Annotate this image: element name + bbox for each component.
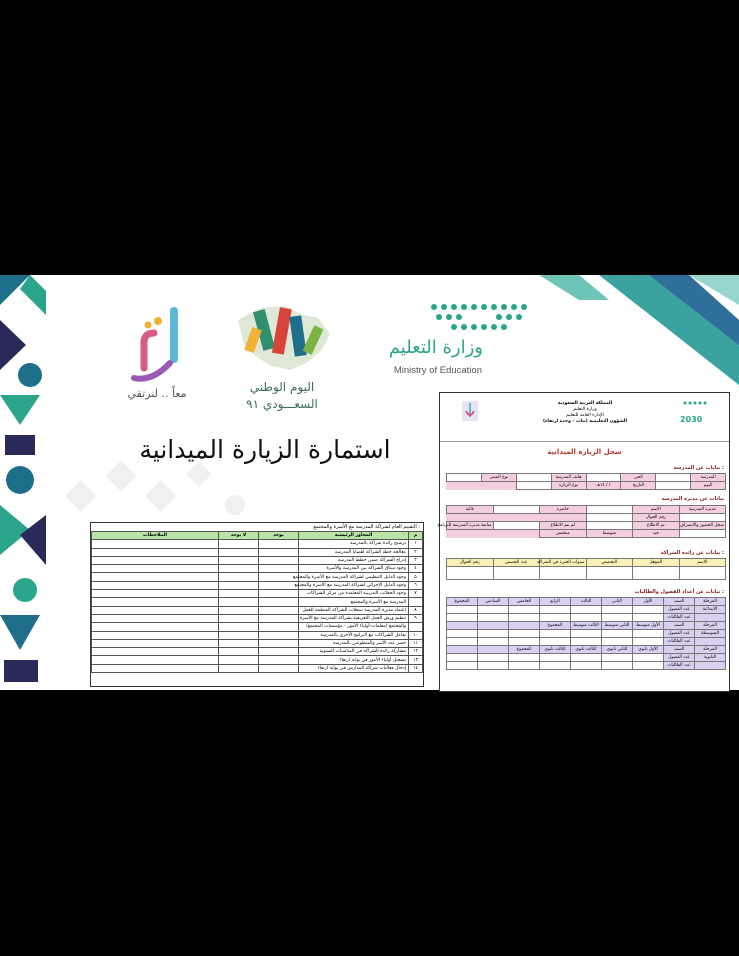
exists-cell[interactable]: [259, 664, 299, 672]
count-input-cell[interactable]: [540, 662, 571, 670]
notes-cell[interactable]: [92, 556, 219, 564]
classes-section-title: بيانات عن أعداد الفصول والطالبات :: [634, 589, 724, 595]
count-input-cell[interactable]: [509, 614, 540, 622]
form-row: [447, 559, 726, 567]
count-input-cell[interactable]: [602, 630, 633, 638]
form-label-cell: الاسم: [633, 506, 680, 514]
form-label-cell: مديرة المدرسة: [679, 506, 726, 514]
leader-info-table: [446, 558, 726, 580]
grade-column-label: الصف: [664, 622, 695, 630]
row-number: ١٠: [409, 631, 423, 639]
count-label: عدد الطالبات: [664, 638, 695, 646]
exists-cell[interactable]: [259, 590, 299, 598]
count-input-cell[interactable]: [478, 630, 509, 638]
notes-cell[interactable]: [92, 639, 219, 647]
principal-section-title: بيانات عن مديرة المدرسة: [661, 496, 724, 502]
notes-cell[interactable]: [92, 606, 219, 614]
row-axis-text: وجود الدليل التنظيمي لشراكة المدرسة مع الأسرة والمجتمع: [299, 573, 409, 581]
count-label: عدد الطالبات: [664, 614, 695, 622]
count-input-cell[interactable]: [509, 662, 540, 670]
exists-cell[interactable]: [259, 581, 299, 589]
grade-label: الرابع: [540, 598, 571, 606]
not-exists-cell[interactable]: [219, 614, 259, 622]
count-input-cell[interactable]: [447, 638, 478, 646]
evaluation-row: [92, 656, 423, 664]
stage-name-spacer: [695, 614, 726, 622]
slide-panel: [0, 275, 739, 690]
row-number: ٦: [409, 581, 423, 589]
document-header-text: [530, 401, 640, 425]
not-exists-cell[interactable]: [219, 639, 259, 647]
form-label-cell: الاسم: [679, 559, 726, 567]
form-input-cell[interactable]: [656, 474, 691, 482]
notes-cell[interactable]: [92, 631, 219, 639]
notes-cell[interactable]: [92, 540, 219, 548]
notes-cell[interactable]: [92, 565, 219, 573]
row-axis-text: إدخال فعاليات شراكة المدارس في بوابة ارتقاء: [299, 664, 409, 672]
form-row: [447, 506, 726, 514]
form-row: [447, 522, 726, 530]
evaluation-form-document: [90, 522, 424, 687]
form-input-cell[interactable]: [516, 482, 551, 490]
count-row: [447, 614, 726, 622]
grade-column-label: الصف: [664, 598, 695, 606]
exists-cell[interactable]: [259, 606, 299, 614]
notes-cell[interactable]: [92, 590, 219, 598]
count-input-cell[interactable]: [571, 614, 602, 622]
grade-label: الثالث ثانوي: [571, 646, 602, 654]
school-info-table: [446, 473, 726, 490]
count-input-cell[interactable]: [447, 662, 478, 670]
stage-header-row: [447, 598, 726, 606]
form-input-cell[interactable]: [540, 567, 587, 580]
evaluation-row: [92, 548, 423, 556]
grade-label: السادس: [478, 598, 509, 606]
stage-header-row: [447, 646, 726, 654]
count-input-cell[interactable]: [509, 654, 540, 662]
notes-cell[interactable]: [92, 664, 219, 672]
grade-label: الأول ثانوي: [633, 646, 664, 654]
evaluation-row: [92, 581, 423, 589]
national-day-line1: اليوم الوطني: [249, 380, 315, 394]
evaluation-row: [92, 648, 423, 656]
count-row: [447, 654, 726, 662]
count-input-cell[interactable]: [509, 638, 540, 646]
evaluation-row: [92, 664, 423, 672]
count-label: عدد الفصول: [664, 630, 695, 638]
not-exists-cell[interactable]: [219, 631, 259, 639]
form-input-cell[interactable]: [633, 567, 680, 580]
form-input-cell[interactable]: [586, 522, 633, 530]
form-input-cell[interactable]: [586, 506, 633, 514]
count-input-cell[interactable]: [478, 606, 509, 614]
form-input-cell[interactable]: [493, 567, 540, 580]
row-number: ١٤: [409, 664, 423, 672]
stage-name: الثانوية: [695, 654, 726, 662]
evaluation-row: [92, 606, 423, 614]
form-label-cell: التاريخ: [621, 482, 656, 490]
row-number: ٧: [409, 590, 423, 598]
count-input-cell[interactable]: [571, 654, 602, 662]
form-label-cell: نوع المبنى: [481, 474, 516, 482]
exists-cell[interactable]: [259, 614, 299, 622]
not-exists-cell[interactable]: [219, 548, 259, 556]
count-input-cell[interactable]: [633, 606, 664, 614]
exists-cell[interactable]: [259, 639, 299, 647]
evaluation-row: [92, 639, 423, 647]
count-input-cell[interactable]: [602, 654, 633, 662]
row-axis-text: وجود الدليل الإجرائي لشراكة المدرسة مع الأسرة والمجتمع: [299, 581, 409, 589]
form-label-cell: المدرسة: [691, 474, 726, 482]
form-row: [447, 514, 726, 522]
row-number: ٤: [409, 565, 423, 573]
notes-cell[interactable]: [92, 648, 219, 656]
row-number: ١٢: [409, 648, 423, 656]
form-input-cell[interactable]: [679, 514, 726, 522]
form-input-cell[interactable]: [447, 474, 482, 482]
evaluation-header-row: [92, 532, 423, 540]
row-axis-text: اعتماد مديرة المدرسة سجلات الشراكة المنظمة للعمل: [299, 606, 409, 614]
form-input-cell[interactable]: [447, 567, 494, 580]
notes-cell[interactable]: [92, 573, 219, 581]
count-input-cell[interactable]: [540, 638, 571, 646]
count-input-cell[interactable]: [602, 662, 633, 670]
row-axis-text: والمجتمع (معلمات-أولياء الأمور - مؤسسات المجتمع): [299, 623, 409, 631]
irtiqa-logo-icon: [124, 303, 192, 388]
row-axis-text: تنظيم ورش العمل التعريفية بشراكة المدرسة مع الأسرة: [299, 614, 409, 622]
national-day-logo-icon: [230, 300, 334, 375]
count-input-cell[interactable]: [633, 630, 664, 638]
not-exists-cell[interactable]: [219, 590, 259, 598]
row-number: ١٣: [409, 656, 423, 664]
count-label: عدد الطالبات: [664, 662, 695, 670]
notes-cell[interactable]: [92, 548, 219, 556]
count-row: [447, 662, 726, 670]
grade-label: المجموع: [540, 622, 571, 630]
count-input-cell[interactable]: [571, 606, 602, 614]
row-axis-text: وجود الحقائب التدريبية المعتمدة من مركز الشراكات: [299, 590, 409, 598]
count-label: عدد الفصول: [664, 606, 695, 614]
count-input-cell[interactable]: [633, 638, 664, 646]
evaluation-row: [92, 623, 423, 631]
row-number: ١١: [409, 639, 423, 647]
count-row: [447, 606, 726, 614]
count-input-cell[interactable]: [540, 630, 571, 638]
exists-cell[interactable]: [259, 565, 299, 573]
form-label-cell: اليوم: [691, 482, 726, 490]
grade-label: الأول متوسط: [633, 622, 664, 630]
col-not-exists-header: لا يوجد: [219, 532, 259, 540]
form-input-cell[interactable]: [586, 514, 633, 522]
row-number: ١: [409, 540, 423, 548]
evaluation-row: [92, 565, 423, 573]
row-axis-text: معالجة خطة الشراكة لقضايا المدرسة: [299, 548, 409, 556]
grade-label: الثاني ثانوي: [602, 646, 633, 654]
vision-2030-badge: 2030: [680, 415, 703, 424]
col-number-header: م: [409, 532, 423, 540]
count-row: [447, 630, 726, 638]
form-input-cell[interactable]: [679, 567, 726, 580]
col-notes-header: الملاحظات: [92, 532, 219, 540]
form-label-cell: رقم الجوال: [447, 559, 494, 567]
grade-label: المجموع: [509, 646, 540, 654]
grade-column-label: الصف: [664, 646, 695, 654]
count-input-cell[interactable]: [447, 654, 478, 662]
count-input-cell[interactable]: [509, 606, 540, 614]
leader-values-row: [447, 567, 726, 580]
row-axis-text: مشاركة رائدة الشراكة في المناسبات السنوية: [299, 648, 409, 656]
row-number: ٨: [409, 606, 423, 614]
not-exists-cell[interactable]: [219, 648, 259, 656]
form-label-cell: رقم الجوال: [633, 514, 680, 522]
form-label-cell: حاضرة: [540, 506, 587, 514]
form-label-cell: متابعة مديرة المدرسة للبرنامج: [437, 523, 492, 528]
header-line: الشؤون التعليمية (بنات - وحدة ارتقاء): [542, 419, 628, 424]
header-line: وزارة التعليم: [573, 407, 597, 412]
count-label: عدد الفصول: [664, 654, 695, 662]
row-number: [409, 598, 423, 606]
grade-label: الثالث: [571, 598, 602, 606]
not-exists-cell[interactable]: [219, 664, 259, 672]
divider: [440, 441, 729, 442]
row-axis-text: تسجيل أولياء الأمور في بوابة ارتقاء: [299, 656, 409, 664]
form-input-cell[interactable]: [516, 474, 551, 482]
row-axis-text: ترشيح رائدة شراكة بالمدرسة: [299, 540, 409, 548]
form-label-cell: لم يتم الاطلاع: [540, 522, 587, 530]
row-axis-text: إدراج الشراكة ضمن خطط المدرسة: [299, 556, 409, 564]
not-exists-cell[interactable]: [219, 623, 259, 631]
form-input-cell[interactable]: [493, 506, 540, 514]
count-input-cell[interactable]: [602, 638, 633, 646]
national-day-line2: السعـــودي ٩١: [246, 397, 318, 411]
count-input-cell[interactable]: [571, 662, 602, 670]
form-label-cell: تم الاطلاع: [633, 522, 680, 530]
row-axis-text: المدرسة مع الأسرة والمجتمع: [299, 598, 409, 606]
not-exists-cell[interactable]: [219, 573, 259, 581]
not-exists-cell[interactable]: [219, 581, 259, 589]
not-exists-cell[interactable]: [219, 540, 259, 548]
form-row: [447, 530, 726, 538]
stage-column-label: المرحلة: [695, 598, 726, 606]
notes-cell[interactable]: [92, 581, 219, 589]
notes-cell[interactable]: [92, 598, 219, 606]
irtiqa-tagline: معاً .. لنرتقي: [127, 387, 187, 400]
form-input-cell[interactable]: [586, 567, 633, 580]
moe-logo-icon: [424, 299, 534, 339]
empty-cell: [447, 646, 478, 654]
form-row: [447, 482, 726, 490]
count-input-cell[interactable]: [540, 614, 571, 622]
form-label-cell: منخفض: [540, 530, 587, 538]
count-input-cell[interactable]: [571, 638, 602, 646]
count-input-cell[interactable]: [633, 614, 664, 622]
form-label-cell: نوع الزيارة: [551, 482, 586, 490]
page-title: استمارة الزيارة الميدانية: [139, 435, 391, 464]
leader-section-title: بيانات عن رائدة الشراكة :: [660, 550, 724, 556]
exists-cell[interactable]: [259, 598, 299, 606]
evaluation-row: [92, 540, 423, 548]
count-row: [447, 638, 726, 646]
count-input-cell[interactable]: [447, 614, 478, 622]
row-number: ٩: [409, 614, 423, 622]
exists-cell[interactable]: [259, 556, 299, 564]
classes-table: [446, 597, 726, 670]
count-input-cell[interactable]: [478, 662, 509, 670]
header-line: الإدارة العامة للتعليم: [566, 413, 604, 418]
form-label-cell: المؤهل: [633, 559, 680, 567]
not-exists-cell[interactable]: [219, 565, 259, 573]
corner-decoration: [539, 275, 739, 395]
count-input-cell[interactable]: [447, 630, 478, 638]
row-axis-text: تفاعل الشراكات مع البرامج الأخرى بالمدرسة: [299, 631, 409, 639]
principal-info-table: [437, 505, 726, 538]
count-input-cell[interactable]: [602, 606, 633, 614]
grade-label: المجموع: [447, 598, 478, 606]
grade-label: الثاني: [602, 598, 633, 606]
stage-column-label: المرحلة: [695, 646, 726, 654]
evaluation-row: [92, 556, 423, 564]
visit-record-document: [439, 392, 730, 692]
count-input-cell[interactable]: [478, 654, 509, 662]
exists-cell[interactable]: [259, 648, 299, 656]
form-label-cell: / / ١٤هـ: [586, 482, 621, 490]
empty-cell: [447, 622, 478, 630]
evaluation-table: [91, 531, 423, 673]
count-input-cell[interactable]: [602, 614, 633, 622]
visit-record-title: سجل الزيارة الميدانية: [547, 448, 622, 456]
count-input-cell[interactable]: [571, 630, 602, 638]
evaluation-row: [92, 631, 423, 639]
count-input-cell[interactable]: [540, 606, 571, 614]
not-exists-cell[interactable]: [219, 556, 259, 564]
form-label-cell: هاتف المدرسة: [551, 474, 586, 482]
empty-cell: [478, 622, 509, 630]
row-number: [409, 623, 423, 631]
notes-cell[interactable]: [92, 623, 219, 631]
school-section-title: بيانات عن المدرسة :: [673, 465, 724, 471]
row-number: ٣: [409, 556, 423, 564]
row-number: ٢: [409, 548, 423, 556]
stage-name: الابتدائية: [695, 606, 726, 614]
count-input-cell[interactable]: [633, 662, 664, 670]
exists-cell[interactable]: [259, 656, 299, 664]
col-axis-header: المحاور الرئيسية: [299, 532, 409, 540]
empty-cell: [478, 646, 509, 654]
not-exists-cell[interactable]: [219, 656, 259, 664]
moe-arabic-name: وزارة التعليم: [388, 337, 483, 358]
form-label-cell: سجل الحضور والانصراف: [679, 523, 724, 528]
not-exists-cell[interactable]: [219, 598, 259, 606]
grade-label: الخامس: [509, 598, 540, 606]
grade-label: الأول: [633, 598, 664, 606]
form-label-cell: غائبة: [447, 506, 494, 514]
header-line: المملكة العربية السعودية: [557, 401, 613, 406]
stage-name-spacer: [695, 662, 726, 670]
form-label-cell: الحي: [621, 474, 656, 482]
form-row: [447, 474, 726, 482]
stage-column-label: المرحلة: [695, 622, 726, 630]
form-label-cell: عدد الحصص: [493, 559, 540, 567]
grade-label: الثالث ثانوي: [540, 646, 571, 654]
form-label-cell: جيد: [633, 530, 680, 538]
moe-english-name: Ministry of Education: [393, 365, 482, 376]
evaluation-row: [92, 614, 423, 622]
row-number: ٥: [409, 573, 423, 581]
not-exists-cell[interactable]: [219, 606, 259, 614]
form-label-cell: متوسط: [586, 530, 633, 538]
empty-cell: [509, 622, 540, 630]
evaluation-row: [92, 590, 423, 598]
row-axis-text: حصر عدد الأسر والمتطوعين بالمدرسة: [299, 639, 409, 647]
col-exists-header: يوجد: [259, 532, 299, 540]
form-label-cell: سنوات الخبرة في الشراكة: [536, 560, 585, 565]
count-input-cell[interactable]: [509, 630, 540, 638]
count-input-cell[interactable]: [540, 654, 571, 662]
notes-cell[interactable]: [92, 614, 219, 622]
form-input-cell[interactable]: [656, 482, 691, 490]
stage-header-row: [447, 622, 726, 630]
count-input-cell[interactable]: [478, 614, 509, 622]
form-input-cell[interactable]: [679, 530, 726, 538]
count-input-cell[interactable]: [633, 654, 664, 662]
form-input-cell[interactable]: [493, 522, 540, 530]
exists-cell[interactable]: [259, 631, 299, 639]
grade-label: الثاني متوسط: [602, 622, 633, 630]
form-input-cell[interactable]: [586, 474, 621, 482]
row-axis-text: وجود ميثاق الشراكة بين المدرسة والأسرة: [299, 565, 409, 573]
exists-cell[interactable]: [259, 548, 299, 556]
evaluation-row: [92, 598, 423, 606]
exists-cell[interactable]: [259, 623, 299, 631]
decorative-pattern-strip: [0, 275, 46, 690]
count-input-cell[interactable]: [447, 606, 478, 614]
evaluation-row: [92, 573, 423, 581]
grade-label: الثالث متوسط: [571, 622, 602, 630]
exists-cell[interactable]: [259, 540, 299, 548]
form-label-cell: التخصص: [586, 559, 633, 567]
stage-name-spacer: [695, 638, 726, 646]
count-input-cell[interactable]: [478, 638, 509, 646]
notes-cell[interactable]: [92, 656, 219, 664]
stage-name: المتوسطة: [695, 630, 726, 638]
evaluation-section-title: التقييم العام لشراكة المدرسة مع الأسرة والمجتمع :: [313, 524, 420, 530]
